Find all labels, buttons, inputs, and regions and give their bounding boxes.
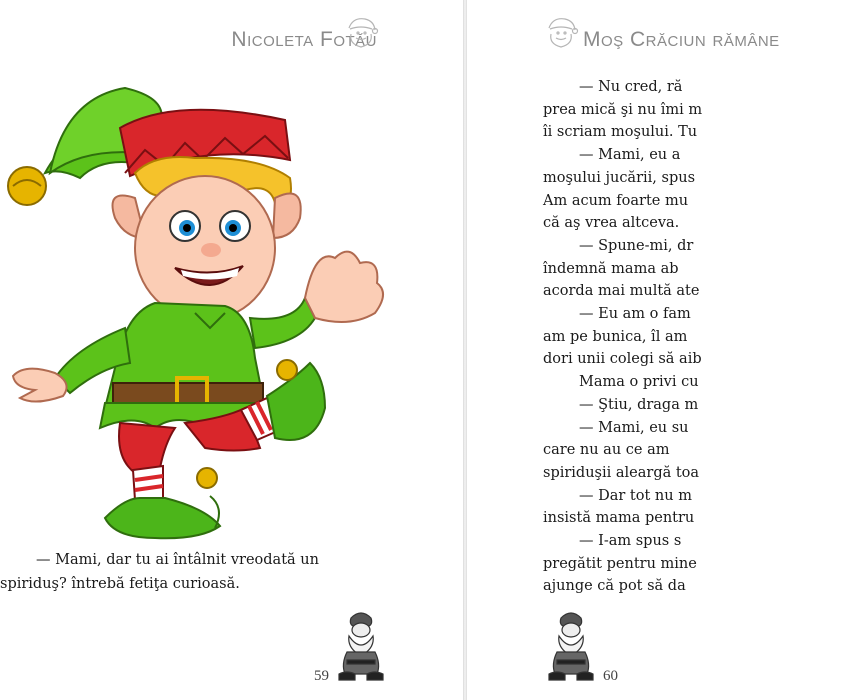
text-line: care nu au ce am — [543, 442, 670, 459]
text-line: Am acum foarte mu — [543, 192, 689, 209]
santa-figure-icon — [333, 608, 389, 684]
text-line: dori unii colegi să aib — [543, 351, 702, 368]
paragraph-line: — Mami, dar tu ai întâlnit vreodată un — [36, 552, 319, 568]
left-page-number: 59 — [314, 668, 329, 684]
text-line: ajunge că pot să da — [543, 578, 686, 595]
text-line: pregătit pentru mine — [543, 555, 697, 572]
text-line: — Dar tot nu m — [579, 487, 692, 504]
right-page — [467, 0, 780, 700]
text-line: — Eu am o fam — [579, 306, 691, 323]
elf-illustration — [5, 78, 390, 548]
text-line: moşului jucării, spus — [543, 169, 696, 186]
right-page-text — [543, 76, 843, 598]
paragraph-line: spiriduş? întrebă fetiţa curioasă. — [0, 576, 240, 592]
left-page-paragraph — [0, 548, 390, 596]
santa-figure-icon — [543, 608, 599, 684]
text-line: am pe bunica, îl am — [543, 328, 688, 345]
text-line: — Mami, eu su — [579, 419, 689, 436]
text-line: — I-am spus s — [579, 533, 682, 550]
text-line: — Spune-mi, dr — [579, 237, 694, 254]
text-line: — Nu cred, ră — [579, 79, 683, 95]
text-line: îi scriam moşului. Tu — [543, 124, 698, 141]
santa-face-icon — [543, 14, 579, 50]
left-page-header: Nicoleta Fotău — [231, 28, 377, 51]
right-page-header: Moş Crăciun rămâne — [583, 28, 780, 51]
text-line: insistă mama pentru — [543, 510, 695, 527]
text-line: — Mami, eu a — [579, 147, 681, 164]
right-page-number: 60 — [603, 668, 618, 684]
santa-face-icon — [343, 14, 379, 50]
text-line: acorda mai multă ate — [543, 283, 700, 300]
text-line: că aş vrea altceva. — [543, 215, 680, 232]
text-line: spiriduşii aleargă toa — [543, 464, 700, 481]
text-line: prea mică şi nu îmi m — [543, 101, 703, 118]
text-line: îndemnă mama ab — [543, 260, 679, 277]
text-line: Mama o privi cu — [579, 374, 699, 391]
text-line: — Ştiu, draga m — [579, 396, 699, 413]
